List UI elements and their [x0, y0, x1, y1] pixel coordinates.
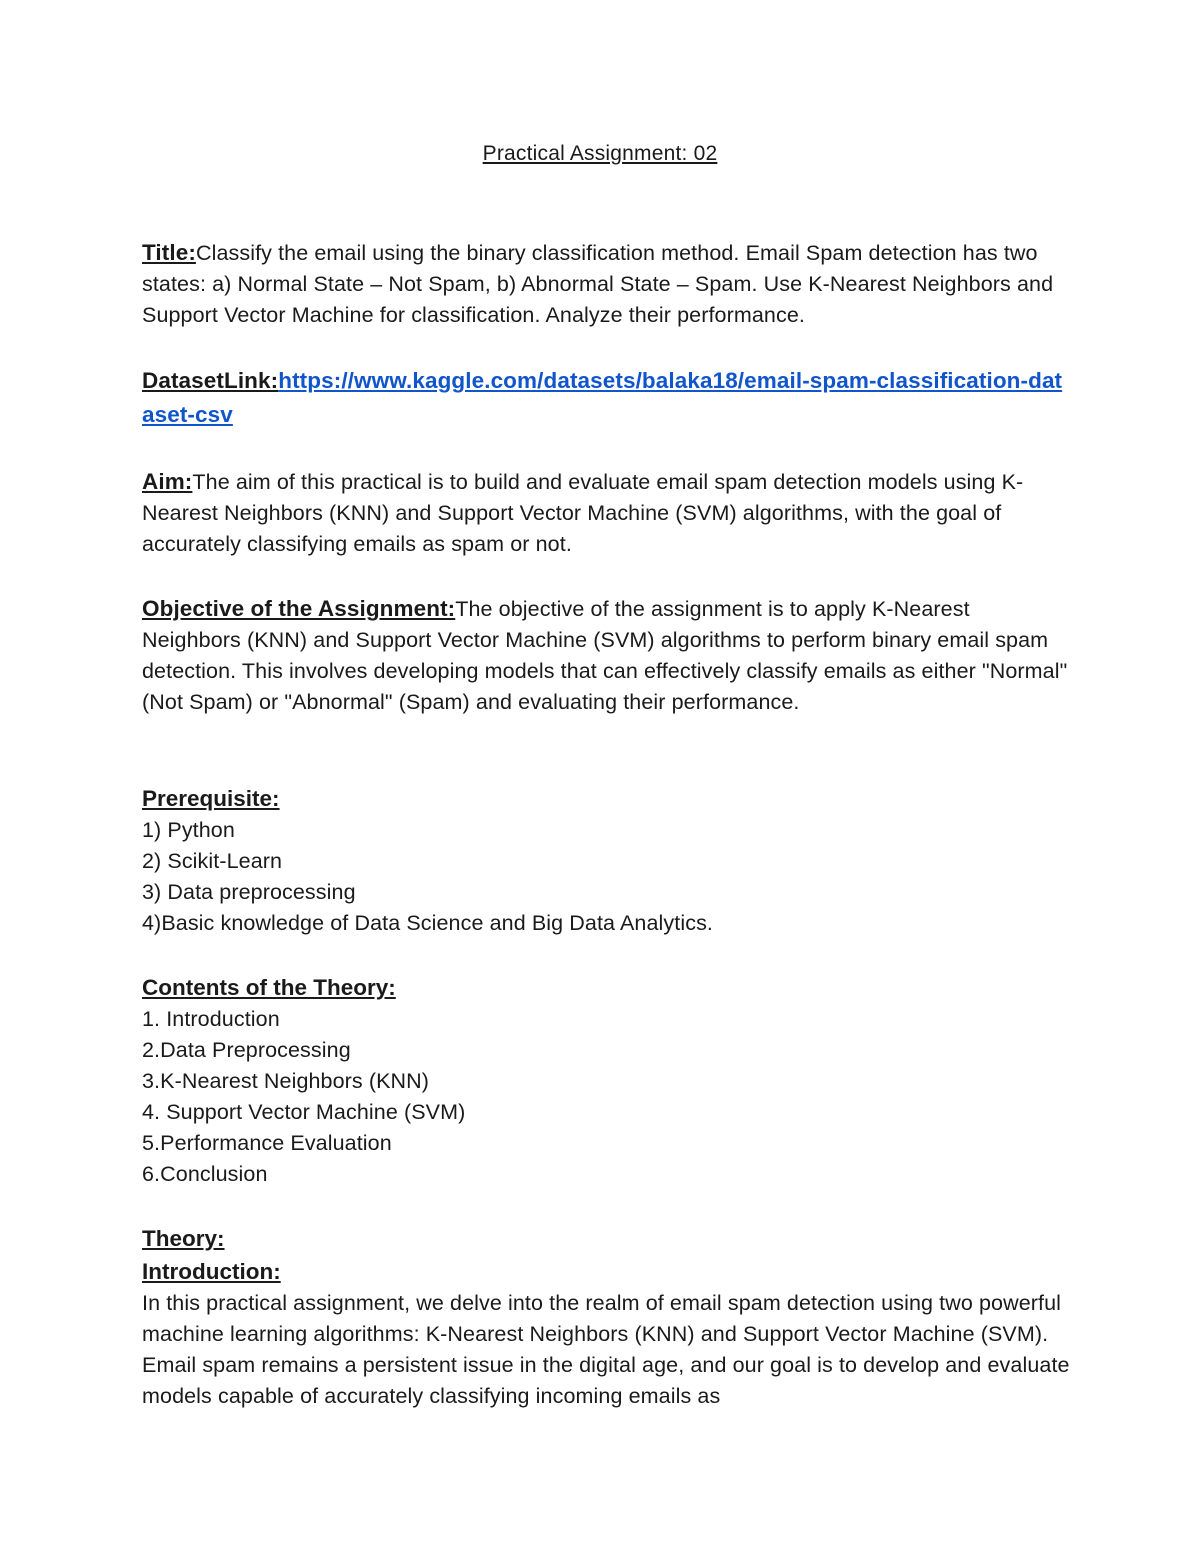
- contents-item: 3.K-Nearest Neighbors (KNN): [142, 1069, 430, 1093]
- objective-section: [142, 593, 1072, 718]
- contents-item: 4. Support Vector Machine (SVM): [142, 1100, 466, 1124]
- prerequisite-section: [142, 782, 1072, 939]
- prerequisite-item: 1) Python: [142, 818, 235, 842]
- dataset-label: DatasetLink:: [142, 368, 279, 393]
- dataset-section: [142, 364, 1072, 432]
- aim-label: Aim:: [142, 469, 193, 494]
- introduction-text: In this practical assignment, we delve into the realm of email spam detection using two powerful machine learning algorithms: K-Nearest Neighbors (KNN) and Support Vector Machine (SVM). Email spam remains a persistent issue in the digital age, and our goal is to develop and evaluate models capable of accurately classifying incoming emails as: [142, 1291, 1070, 1408]
- contents-item: 1. Introduction: [142, 1007, 280, 1031]
- prerequisite-item: 4)Basic knowledge of Data Science and Big Data Analytics.: [142, 911, 713, 935]
- title-section: [142, 237, 1072, 331]
- prerequisite-heading: Prerequisite:: [142, 786, 280, 811]
- contents-item: 5.Performance Evaluation: [142, 1131, 392, 1155]
- introduction-heading: Introduction:: [142, 1259, 281, 1284]
- contents-item: 6.Conclusion: [142, 1162, 268, 1186]
- theory-section: [142, 1222, 1072, 1412]
- prerequisite-item: 3) Data preprocessing: [142, 880, 356, 904]
- aim-text: The aim of this practical is to build and evaluate email spam detection models using K-Nearest Neighbors (KNN) and Support Vector Machine (SVM) algorithms, with the goal of accurately classifying emails as spam or not.: [142, 470, 1024, 556]
- document-page: [142, 0, 1072, 1553]
- title-text: Classify the email using the binary classification method. Email Spam detection has two states: a) Normal State – Not Spam, b) Abnormal State – Spam. Use K-Nearest Neighbors and Support Vector Machine for classification. Analyze their performance.: [142, 241, 1054, 327]
- title-label: Title:: [142, 240, 196, 265]
- contents-item: 2.Data Preprocessing: [142, 1038, 351, 1062]
- objective-text: The objective of the assignment is to apply K-Nearest Neighbors (KNN) and Support Vector Machine (SVM) algorithms to perform binary email spam detection. This involves developing models that can effectively classify emails as either "Normal" (Not Spam) or "Abnormal" (Spam) and evaluating their performance.: [142, 597, 1068, 714]
- theory-heading: Theory:: [142, 1226, 225, 1251]
- page-title: Practical Assignment: 02: [482, 142, 718, 165]
- contents-heading: Contents of the Theory:: [142, 975, 396, 1000]
- contents-section: [142, 971, 1072, 1190]
- aim-section: [142, 466, 1072, 560]
- objective-label: Objective of the Assignment:: [142, 596, 456, 621]
- dataset-link[interactable]: https://www.kaggle.com/datasets/balaka18/email-spam-classification-dataset-csv: [142, 368, 1063, 427]
- prerequisite-item: 2) Scikit-Learn: [142, 849, 283, 873]
